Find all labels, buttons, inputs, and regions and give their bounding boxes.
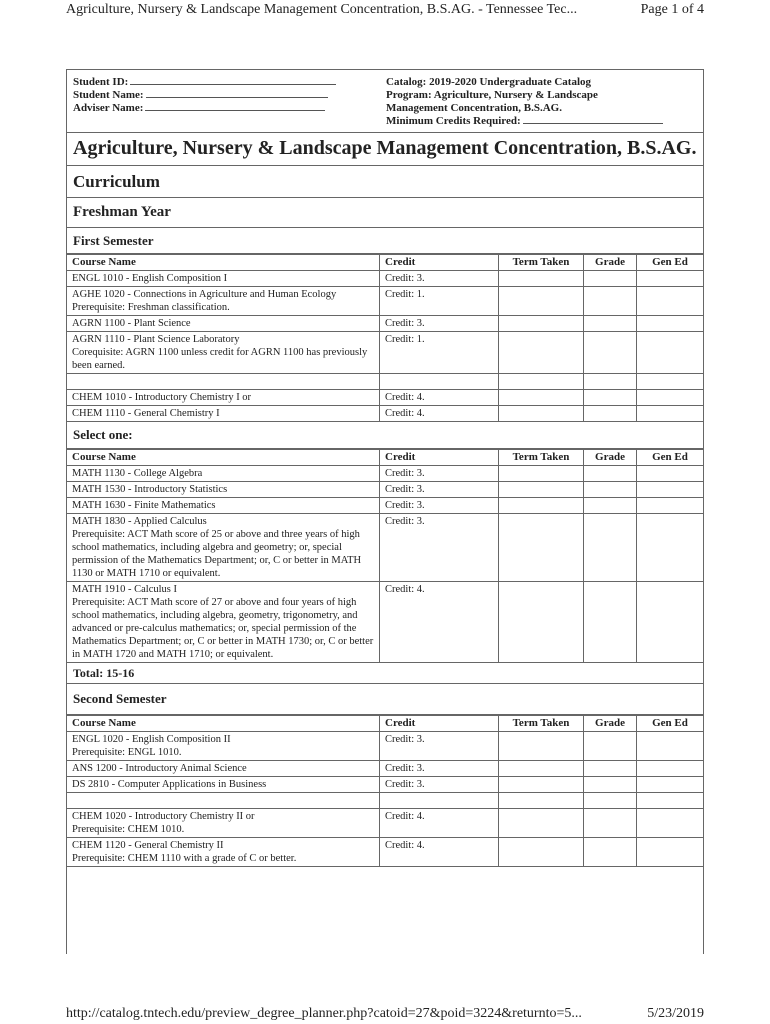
course-requisite: Prerequisite: ACT Math score of 27 or above and four years of high school mathematics, including algebra, geometry, trigonometry, and advanced or pre-calculus mathematics; or, special permission of the Mathematics Department; or, C or better in MATH 1730; or, C or better in MATH 1720 and MATH 1710; or equivalent. bbox=[72, 597, 374, 660]
course-requisite: Prerequisite: Freshman classification. bbox=[72, 302, 230, 313]
min-credits-field[interactable] bbox=[523, 123, 663, 124]
course-name: MATH 1130 - College Algebra bbox=[72, 468, 203, 479]
grade-cell[interactable] bbox=[584, 582, 637, 663]
col-grade: Grade bbox=[584, 716, 637, 732]
course-cell bbox=[67, 498, 380, 514]
grade-cell[interactable] bbox=[584, 271, 637, 287]
col-credit: Credit bbox=[380, 716, 499, 732]
col-course-name: Course Name bbox=[67, 716, 380, 732]
course-requisite: Prerequisite: ACT Math score of 25 or above and three years of high school mathematics, including algebra and geometry; or, special permission of the Mathematics Department; or, C or better in MATH 1130 or MATH 1710 or equivalent. bbox=[72, 529, 362, 579]
gen-ed-cell[interactable] bbox=[637, 466, 704, 482]
col-term-taken: Term Taken bbox=[499, 716, 584, 732]
grade-cell[interactable] bbox=[584, 406, 637, 422]
course-requisite: Prerequisite: CHEM 1110 with a grade of C or better. bbox=[72, 853, 297, 864]
course-cell bbox=[67, 406, 380, 422]
grade-cell[interactable] bbox=[584, 332, 637, 374]
term-taken-cell[interactable] bbox=[499, 777, 584, 793]
course-cell bbox=[67, 809, 380, 838]
course-row bbox=[67, 582, 703, 663]
course-cell bbox=[67, 838, 380, 867]
credit-cell: Credit: 4. bbox=[380, 406, 499, 422]
min-credits-label: Minimum Credits Required: bbox=[386, 115, 521, 127]
program-line-1: Program: Agriculture, Nursery & Landscape bbox=[386, 89, 598, 101]
credit-cell: Credit: 3. bbox=[380, 271, 499, 287]
col-credit: Credit bbox=[380, 255, 499, 271]
select-one-table bbox=[67, 449, 703, 663]
gen-ed-cell[interactable] bbox=[637, 777, 704, 793]
grade-cell[interactable] bbox=[584, 838, 637, 867]
curriculum-heading: Curriculum bbox=[67, 166, 703, 198]
col-grade: Grade bbox=[584, 255, 637, 271]
first-semester-heading: First Semester bbox=[67, 228, 703, 254]
table-header-row bbox=[67, 716, 703, 732]
term-taken-cell[interactable] bbox=[499, 761, 584, 777]
course-cell bbox=[67, 761, 380, 777]
course-row bbox=[67, 406, 703, 422]
course-row bbox=[67, 390, 703, 406]
course-requisite: Prerequisite: CHEM 1010. bbox=[72, 824, 185, 835]
grade-cell[interactable] bbox=[584, 777, 637, 793]
course-name: AGRN 1110 - Plant Science Laboratory bbox=[72, 334, 240, 345]
course-name: MATH 1830 - Applied Calculus bbox=[72, 516, 207, 527]
gen-ed-cell[interactable] bbox=[637, 514, 704, 582]
col-grade: Grade bbox=[584, 450, 637, 466]
page-url: http://catalog.tntech.edu/preview_degree_planner.php?catoid=27&poid=3224&returnto=5... bbox=[66, 1006, 582, 1021]
term-taken-cell[interactable] bbox=[499, 316, 584, 332]
course-cell bbox=[67, 332, 380, 374]
credit-cell: Credit: 4. bbox=[380, 390, 499, 406]
grade-cell[interactable] bbox=[584, 498, 637, 514]
grade-cell[interactable] bbox=[584, 466, 637, 482]
course-row bbox=[67, 793, 703, 809]
course-name: MATH 1630 - Finite Mathematics bbox=[72, 500, 216, 511]
gen-ed-cell[interactable] bbox=[637, 271, 704, 287]
gen-ed-cell[interactable] bbox=[637, 732, 704, 761]
credit-cell: Credit: 3. bbox=[380, 732, 499, 761]
gen-ed-cell[interactable] bbox=[637, 332, 704, 374]
course-name: MATH 1910 - Calculus I bbox=[72, 584, 177, 595]
course-row bbox=[67, 838, 703, 867]
credit-cell: Credit: 3. bbox=[380, 316, 499, 332]
program-title: Agriculture, Nursery & Landscape Management Concentration, B.S.AG. bbox=[67, 133, 703, 166]
course-row bbox=[67, 332, 703, 374]
course-cell bbox=[67, 514, 380, 582]
grade-cell[interactable] bbox=[584, 514, 637, 582]
course-cell bbox=[67, 777, 380, 793]
credit-cell: Credit: 1. bbox=[380, 332, 499, 374]
col-term-taken: Term Taken bbox=[499, 255, 584, 271]
term-taken-cell[interactable] bbox=[499, 374, 584, 390]
grade-cell[interactable] bbox=[584, 390, 637, 406]
gen-ed-cell[interactable] bbox=[637, 406, 704, 422]
col-term-taken: Term Taken bbox=[499, 450, 584, 466]
term-taken-cell[interactable] bbox=[499, 466, 584, 482]
credit-cell bbox=[380, 793, 499, 809]
term-taken-cell[interactable] bbox=[499, 406, 584, 422]
course-cell bbox=[67, 287, 380, 316]
grade-cell[interactable] bbox=[584, 316, 637, 332]
table-header-row bbox=[67, 450, 703, 466]
program-line-2: Management Concentration, B.S.AG. bbox=[386, 102, 562, 114]
term-taken-cell[interactable] bbox=[499, 809, 584, 838]
course-name: MATH 1530 - Introductory Statistics bbox=[72, 484, 228, 495]
term-taken-cell[interactable] bbox=[499, 793, 584, 809]
col-gen-ed: Gen Ed bbox=[637, 255, 704, 271]
course-row bbox=[67, 287, 703, 316]
course-row bbox=[67, 316, 703, 332]
grade-cell[interactable] bbox=[584, 761, 637, 777]
gen-ed-cell[interactable] bbox=[637, 793, 704, 809]
credit-cell: Credit: 3. bbox=[380, 498, 499, 514]
course-cell bbox=[67, 271, 380, 287]
course-name: AGHE 1020 - Connections in Agriculture and Human Ecology bbox=[72, 289, 337, 300]
term-taken-cell[interactable] bbox=[499, 498, 584, 514]
col-gen-ed: Gen Ed bbox=[637, 716, 704, 732]
grade-cell[interactable] bbox=[584, 809, 637, 838]
course-name: AGRN 1100 - Plant Science bbox=[72, 318, 191, 329]
credit-cell bbox=[380, 374, 499, 390]
col-course-name: Course Name bbox=[67, 450, 380, 466]
course-row bbox=[67, 761, 703, 777]
credit-cell: Credit: 3. bbox=[380, 777, 499, 793]
credit-cell: Credit: 4. bbox=[380, 809, 499, 838]
page-number: Page 1 of 4 bbox=[640, 2, 704, 17]
course-cell bbox=[67, 466, 380, 482]
course-name: ENGL 1010 - English Composition I bbox=[72, 273, 228, 284]
semester-total: Total: 15-16 bbox=[67, 663, 703, 684]
course-name: CHEM 1120 - General Chemistry II bbox=[72, 840, 224, 851]
credit-cell: Credit: 3. bbox=[380, 482, 499, 498]
gen-ed-cell[interactable] bbox=[637, 374, 704, 390]
credit-cell: Credit: 3. bbox=[380, 514, 499, 582]
student-name-label: Student Name: bbox=[73, 89, 144, 101]
course-cell bbox=[67, 732, 380, 761]
course-row bbox=[67, 271, 703, 287]
gen-ed-cell[interactable] bbox=[637, 761, 704, 777]
gen-ed-cell[interactable] bbox=[637, 482, 704, 498]
col-gen-ed: Gen Ed bbox=[637, 450, 704, 466]
course-row bbox=[67, 498, 703, 514]
gen-ed-cell[interactable] bbox=[637, 809, 704, 838]
term-taken-cell[interactable] bbox=[499, 732, 584, 761]
course-name: ENGL 1020 - English Composition II bbox=[72, 734, 231, 745]
course-requisite: Corequisite: AGRN 1100 unless credit for AGRN 1100 has previously been earned. bbox=[72, 347, 368, 371]
credit-cell: Credit: 3. bbox=[380, 466, 499, 482]
course-name: CHEM 1110 - General Chemistry I bbox=[72, 408, 220, 419]
gen-ed-cell[interactable] bbox=[637, 316, 704, 332]
course-cell bbox=[67, 390, 380, 406]
course-row bbox=[67, 777, 703, 793]
page-footer bbox=[66, 1004, 704, 1024]
gen-ed-cell[interactable] bbox=[637, 498, 704, 514]
first-semester-table bbox=[67, 254, 703, 422]
page-header-title: Agriculture, Nursery & Landscape Management Concentration, B.S.AG. - Tennessee Tec... bbox=[66, 2, 578, 17]
course-cell bbox=[67, 374, 380, 390]
course-name: CHEM 1010 - Introductory Chemistry I or bbox=[72, 392, 252, 403]
student-name-field[interactable] bbox=[146, 97, 328, 98]
term-taken-cell[interactable] bbox=[499, 582, 584, 663]
page-header bbox=[66, 0, 704, 20]
grade-cell[interactable] bbox=[584, 287, 637, 316]
term-taken-cell[interactable] bbox=[499, 271, 584, 287]
credit-cell: Credit: 1. bbox=[380, 287, 499, 316]
term-taken-cell[interactable] bbox=[499, 514, 584, 582]
credit-cell: Credit: 4. bbox=[380, 838, 499, 867]
print-date: 5/23/2019 bbox=[647, 1006, 704, 1021]
grade-cell[interactable] bbox=[584, 374, 637, 390]
gen-ed-cell[interactable] bbox=[637, 838, 704, 867]
select-one-heading: Select one: bbox=[67, 422, 703, 449]
credit-cell: Credit: 3. bbox=[380, 761, 499, 777]
gen-ed-cell[interactable] bbox=[637, 582, 704, 663]
course-row bbox=[67, 514, 703, 582]
adviser-name-label: Adviser Name: bbox=[73, 102, 144, 114]
student-id-label: Student ID: bbox=[73, 76, 129, 88]
course-cell bbox=[67, 793, 380, 809]
gen-ed-cell[interactable] bbox=[637, 287, 704, 316]
course-row bbox=[67, 732, 703, 761]
course-cell bbox=[67, 482, 380, 498]
course-name: CHEM 1020 - Introductory Chemistry II or bbox=[72, 811, 255, 822]
course-row bbox=[67, 374, 703, 390]
col-course-name: Course Name bbox=[67, 255, 380, 271]
course-row bbox=[67, 482, 703, 498]
course-name: DS 2810 - Computer Applications in Business bbox=[72, 779, 267, 790]
degree-planner bbox=[66, 69, 704, 954]
grade-cell[interactable] bbox=[584, 732, 637, 761]
grade-cell[interactable] bbox=[584, 482, 637, 498]
second-semester-table bbox=[67, 715, 703, 867]
term-taken-cell[interactable] bbox=[499, 482, 584, 498]
course-cell bbox=[67, 582, 380, 663]
term-taken-cell[interactable] bbox=[499, 287, 584, 316]
gen-ed-cell[interactable] bbox=[637, 390, 704, 406]
year-heading: Freshman Year bbox=[67, 198, 703, 228]
term-taken-cell[interactable] bbox=[499, 838, 584, 867]
course-row bbox=[67, 466, 703, 482]
course-name: ANS 1200 - Introductory Animal Science bbox=[72, 763, 247, 774]
table-header-row bbox=[67, 255, 703, 271]
grade-cell[interactable] bbox=[584, 793, 637, 809]
col-credit: Credit bbox=[380, 450, 499, 466]
student-info-block bbox=[67, 70, 703, 133]
second-semester-heading: Second Semester bbox=[67, 684, 703, 715]
catalog-label: Catalog: 2019-2020 Undergraduate Catalog bbox=[386, 76, 592, 88]
student-id-field[interactable] bbox=[130, 84, 336, 85]
course-row bbox=[67, 809, 703, 838]
credit-cell: Credit: 4. bbox=[380, 582, 499, 663]
course-cell bbox=[67, 316, 380, 332]
course-requisite: Prerequisite: ENGL 1010. bbox=[72, 747, 182, 758]
term-taken-cell[interactable] bbox=[499, 390, 584, 406]
adviser-name-field[interactable] bbox=[145, 110, 325, 111]
term-taken-cell[interactable] bbox=[499, 332, 584, 374]
